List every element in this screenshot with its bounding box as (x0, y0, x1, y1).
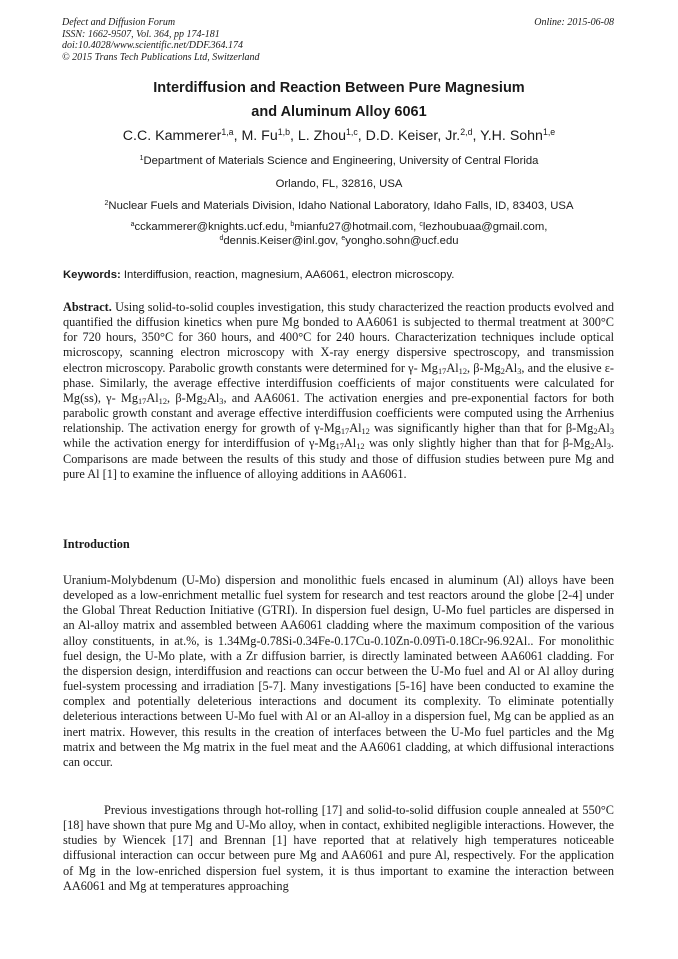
affiliation-1-city: Orlando, FL, 32816, USA (275, 178, 403, 190)
copyright-line: © 2015 Trans Tech Publications Ltd, Switzerland (62, 51, 260, 63)
author-name: D.D. Keiser, Jr. (365, 128, 461, 144)
email-b: mianfu27@hotmail.com, (294, 221, 417, 233)
email-mark: b (290, 221, 295, 229)
email-d: dennis.Keiser@inl.gov, (223, 235, 339, 247)
affiliation-text: Department of Materials Science and Engineering, University of Central Florida (143, 155, 539, 167)
section-heading-introduction: Introduction (63, 537, 130, 551)
author-affiliation-mark: 1,b (277, 127, 290, 138)
email-mark: c (419, 221, 423, 229)
email-mark: e (341, 235, 346, 243)
author-name: M. Fu (241, 128, 278, 144)
author-name: C.C. Kammerer (122, 128, 222, 144)
author-affiliation-mark: 1,c (345, 127, 358, 138)
affiliation-text: Nuclear Fuels and Materials Division, Idaho National Laboratory, Idaho Falls, ID, 83403, USA (108, 200, 574, 212)
email-e: yongho.sohn@ucf.edu (345, 235, 459, 247)
journal-header (62, 17, 260, 63)
keywords-label: Keywords: (63, 269, 121, 281)
abstract-label: Abstract. (63, 300, 112, 314)
email-c: lezhoubuaa@gmail.com, (422, 221, 548, 233)
journal-name: Defect and Diffusion Forum (62, 17, 176, 28)
author-affiliation-mark: 1,e (542, 127, 556, 138)
introduction-paragraph-2: Previous investigations through hot-rolling [17] and solid-to-solid diffusion couple annealed at 550°C [18] have shown that pure Mg and U-Mo alloy, when in contact, exhibited negligible interactions. However, the studies by Wiencek [17] and Brennan [1] have reported that at relatively high temperatures noticeable diffusional interaction can occur between pure Mg and AA6061 and pure Al, respectively. For the application of Mg in the low-enriched dispersion fuel system, it is thus important to examine the interaction between AA6061 and Mg at temperatures approaching (63, 803, 614, 893)
author-name: Y.H. Sohn (480, 128, 543, 144)
email-line-1 (0, 221, 678, 233)
affiliation-number: 1 (139, 155, 144, 163)
email-line-2 (0, 235, 678, 247)
introduction-paragraph-1: Uranium-Molybdenum (U-Mo) dispersion and monolithic fuels encased in aluminum (Al) alloys have been developed as a low-enrichment metallic fuel system for research and test reactors around the globe [2-4] under the Global Threat Reduction Initiative (GTRI). In dispersion fuel design, U-Mo fuel particles are dispersed in an Al-alloy matrix and assembled between AA6061 cladding where the maximum composition of the various alloy constituents, in at.%, is 1.34Mg-0.78Si-0.34Fe-0.17Cu-0.10Zn-0.09Ti-0.18Cr-96.92Al.. For monolithic fuel design, the U-Mo plate, with a Zr diffusion barrier, is directly laminated between AA6061 cladding. For the dispersion design, interdiffusion and reactions can occur between the U-Mo fuel and Al or Al alloy during fuel-system processing and irradiation [5-7]. Many investigations [5-16] have been conducted to examine the complex and potentially deleterious interactions and document its complexity. To eliminate potentially deleterious interactions between U-Mo fuel with Al or an Al-alloy in a dispersion fuel, Mg can be applied as an inert matrix. However, this results in the creation of interfaces between the U-Mo fuel particles and the Mg matrix and between the Mg matrix in the fuel meat and the AA6061 cladding, at which diffusional interactions can occur. (63, 573, 614, 769)
keywords-text: Interdiffusion, reaction, magnesium, AA6061, electron microscopy. (123, 269, 455, 281)
abstract: Abstract. Using solid-to-solid couples investigation, this study characterized the reaction products evolved and quantified the diffusion kinetics when pure Mg bonded to AA6061 is subjected to thermal treatment at 300°C for 720 hours, 350°C for 360 hours, and 400°C for 240 hours. Characterization techniques include optical microscopy, scanning electron microscopy with X-ray energy dispersive spectroscopy, and transmission electron microscopy. Parabolic growth constants were determined for γ- $Mg_{17}Al_{12}$, $\beta-Mg_2Al_3$, and the elusive ε-phase. Similarly, the average effective interdiffusion coefficients of major constituents were calculated for Mg(ss), γ- $Mg_{17}Al_{12}$, $\beta-Mg_2Al_3$, and AA6061. The activation energies and pre-exponential factors for both parabolic growth constant and average effective interdiffusion coefficients were computed using the Arrhenius relationship. The activation energy for growth of $\gamma-Mg_{17}Al_{12}$ was significantly higher than that for $\beta-Mg_2Al_3$ while the activation energy for interdiffusion of $\gamma-Mg_{17}Al_{12}$ was only slightly higher than that for $\beta-Mg_2Al_3$. Comparisons are made between the results of this study and those of diffusion studies between pure Mg and pure Al [1] to examine the influence of alloying additions in AA6061. (63, 300, 614, 481)
author-affiliation-mark: 2,d (460, 127, 473, 138)
keywords (63, 269, 615, 281)
author-affiliation-mark: 1,a (221, 127, 234, 138)
issn-line: ISSN: 1662-9507, Vol. 364, pp 174-181 (62, 28, 220, 40)
affiliation-number: 2 (104, 200, 109, 208)
paper-title-line2: and Aluminum Alloy 6061 (251, 104, 427, 120)
affiliation-2 (0, 200, 678, 212)
email-a: cckammerer@knights.ucf.edu, (134, 221, 288, 233)
author-name: L. Zhou (297, 128, 346, 144)
online-date: Online: 2015-06-08 (534, 17, 614, 28)
paper-title-line1: Interdiffusion and Reaction Between Pure Magnesium (153, 80, 525, 96)
doi-line: doi:10.4028/www.scientific.net/DDF.364.174 (62, 40, 244, 51)
email-mark: a (130, 221, 135, 229)
email-mark: d (219, 235, 224, 243)
author-list: C.C. Kammerer$^{1,a}$, M. Fu$^{1,b}$, L. Zhou$^{1,c}$, D.D. Keiser, Jr.$^{2,d}$, Y.H. Sohn$^{1,e}$ (122, 127, 556, 144)
affiliation-1 (0, 155, 678, 167)
